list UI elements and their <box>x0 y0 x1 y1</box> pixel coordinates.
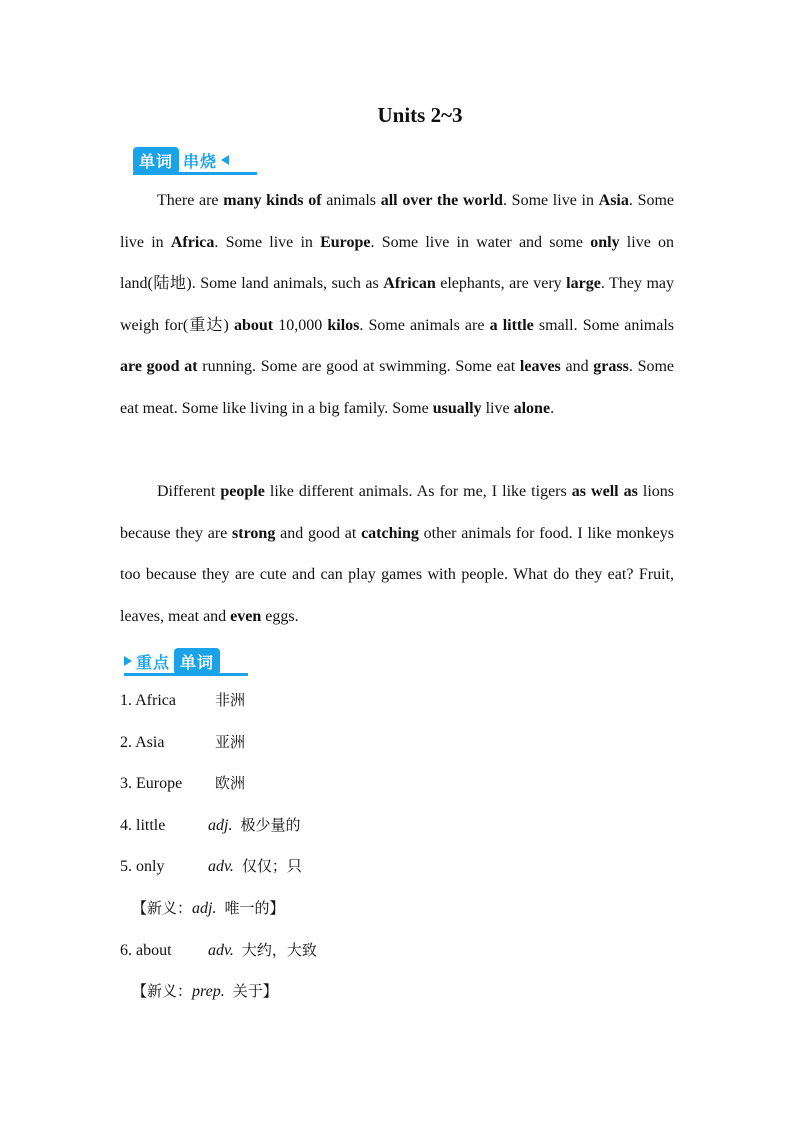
chinese-meaning: 大约，大致 <box>241 941 317 959</box>
key-phrase: Africa <box>170 233 215 251</box>
text-run: . Some live in water and some <box>370 233 591 251</box>
banner-underline <box>133 172 257 175</box>
key-phrase: usually <box>432 399 482 417</box>
text-run: . Some live in <box>214 233 321 251</box>
key-phrase: African <box>383 275 436 292</box>
key-phrase: strong <box>232 524 276 542</box>
vocab-word: 4. little <box>120 817 166 834</box>
key-phrase: about <box>234 316 274 334</box>
text-run: 10,000 <box>273 316 328 334</box>
page-title: Units 2~3 <box>377 103 463 127</box>
new-meaning-label: 【新义： <box>132 899 193 917</box>
chinese-meaning: 非洲 <box>215 691 246 709</box>
banner-text-label: 重点 <box>136 652 171 672</box>
text-run: . Some live in <box>120 192 675 251</box>
chinese-meaning: 关于】 <box>232 982 278 1000</box>
passage-paragraph-2 <box>120 471 674 637</box>
part-of-speech: adv. <box>208 858 234 875</box>
key-phrase: Europe <box>320 233 371 251</box>
key-phrase: alone <box>513 399 551 417</box>
text-run: . <box>550 399 555 417</box>
key-phrase: many kinds of <box>223 192 322 209</box>
key-phrase: catching <box>361 524 419 542</box>
text-run: animals <box>321 192 381 209</box>
triangle-left-icon <box>221 155 229 165</box>
vocab-word: 1. Africa <box>120 692 176 709</box>
text-run: Different <box>157 483 221 500</box>
key-phrase: a little <box>489 316 534 334</box>
banner-box-label: 单词 <box>133 147 179 174</box>
text-run: . Some eat meat. Some like living in a big family. Some <box>120 358 675 417</box>
section-banner-key-words <box>124 647 220 675</box>
vocab-word: 3. Europe <box>120 775 183 792</box>
section-banner-word-chain <box>133 146 229 174</box>
key-phrase: even <box>230 607 262 625</box>
vocab-word: 2. Asia <box>120 734 165 751</box>
key-phrase: only <box>590 233 620 251</box>
vocab-item <box>120 772 245 794</box>
passage-paragraph-1 <box>120 180 674 429</box>
key-phrase: grass <box>593 358 629 375</box>
part-of-speech: prep. <box>192 983 225 1000</box>
text-run: other animals for food. I like monkeys too because they are cute and can play games with people. What do they eat? Fruit, leaves, meat and <box>120 524 675 625</box>
chinese-meaning: 极少量的 <box>240 816 301 834</box>
vocab-item <box>120 731 245 753</box>
text-run: live <box>481 399 514 417</box>
vocab-item <box>120 939 317 961</box>
text-run: lions because they are <box>120 483 675 542</box>
vocab-new-meaning <box>132 897 284 919</box>
banner-text-label: 串烧 <box>183 151 218 171</box>
text-run: . They may weigh for(重达) <box>120 275 674 334</box>
text-run: like different animals. As for me, I like tigers <box>264 483 572 500</box>
banner-box-label: 单词 <box>174 648 220 675</box>
vocab-item <box>120 814 300 836</box>
text-run: There are <box>157 192 224 209</box>
text-run: . Some live in <box>502 192 599 209</box>
text-run: elephants, are very <box>435 275 567 292</box>
chinese-meaning: 唯一的】 <box>224 899 285 917</box>
text-run: and <box>560 358 594 375</box>
part-of-speech: adv. <box>208 942 234 959</box>
key-phrase: large <box>566 275 601 292</box>
vocab-word: 6. about <box>120 942 172 959</box>
chinese-meaning: 欧洲 <box>215 774 246 792</box>
banner-underline <box>124 673 248 676</box>
key-phrase: kilos <box>327 316 360 334</box>
part-of-speech: adj. <box>192 900 217 917</box>
vocab-new-meaning <box>132 980 278 1002</box>
triangle-right-icon <box>124 656 132 666</box>
key-phrase: all over the world <box>380 192 503 209</box>
vocab-item <box>120 855 302 877</box>
text-run: live on land(陆地). Some land animals, such as <box>120 233 675 292</box>
text-run: eggs. <box>261 607 299 625</box>
vocab-word: 5. only <box>120 858 165 875</box>
key-phrase: leaves <box>519 358 561 375</box>
chinese-meaning: 仅仅；只 <box>241 857 302 875</box>
text-run: running. Some are good at swimming. Some eat <box>197 358 520 375</box>
chinese-meaning: 亚洲 <box>215 733 246 751</box>
key-phrase: people <box>220 483 265 500</box>
key-phrase: as well as <box>571 483 638 500</box>
part-of-speech: adj. <box>208 817 233 834</box>
text-run: and good at <box>275 524 362 542</box>
text-run: . Some animals are <box>359 316 490 334</box>
text-run: small. Some animals <box>533 316 675 334</box>
key-phrase: are good at <box>120 358 198 375</box>
key-phrase: Asia <box>598 192 629 209</box>
vocab-item <box>120 689 245 711</box>
new-meaning-label: 【新义： <box>132 982 193 1000</box>
